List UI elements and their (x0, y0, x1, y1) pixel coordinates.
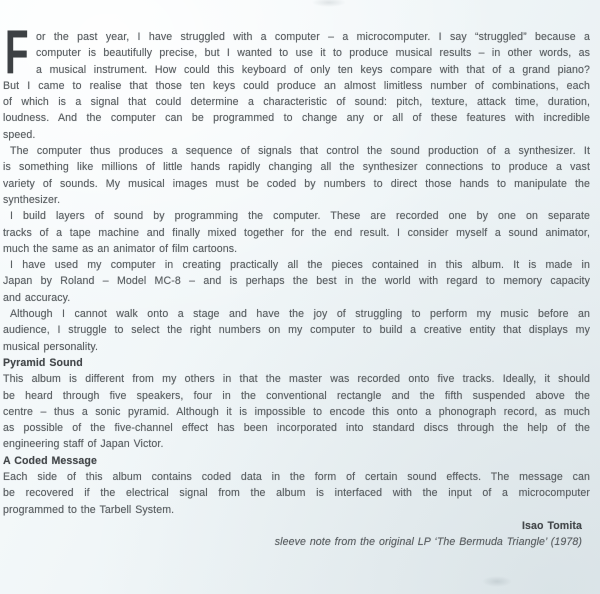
text-line: synthesizer. (3, 193, 61, 206)
text-line: much the same as an animator of film cartoons. (3, 242, 238, 255)
text-line: or the past year, I have struggled with a computer – a microcomputer. I say “struggled” because a (36, 31, 590, 43)
text-line: as possible of the five-channel effect has been incorporated into standard discs through the help of the (3, 422, 590, 435)
text-line: is something like millions of little hands rapidly changing all the synthesizer connections to produce a vast (3, 161, 590, 174)
text-line: a musical instrument. How could this keyboard of only ten keys compare with that of a grand piano? (36, 63, 590, 76)
text-line: and accuracy. (3, 291, 71, 304)
text-line: audience, I struggle to select the right numbers on my computer to build a creative entity that displays my (3, 324, 590, 337)
text-line: be heard through five speakers, four in the conventional rectangle and the fifth suspended above the (3, 389, 590, 402)
text-line: Each side of this album contains coded data in the form of certain sound effects. The message can (3, 471, 590, 484)
text-line: The computer thus produces a sequence of signals that control the sound production of a synthesizer. It (10, 145, 590, 158)
text-line: I build layers of sound by programming the computer. These are recorded one by one on separate (10, 210, 590, 223)
sleeve-note-text (3, 29, 590, 551)
author-name: Isao Tomita (522, 519, 582, 532)
scan-artifact (482, 576, 512, 587)
text-line: centre – thus a sonic pyramid. Although it is impossible to encode this onto a phonograph record, as much (3, 405, 590, 418)
credit-line: sleeve note from the original LP ‘The Bermuda Triangle’ (1978) (274, 536, 582, 549)
scan-artifact (312, 0, 346, 7)
text-line: of which is a signal that could determine a characteristic of sound: pitch, texture, attack time, duration, (3, 96, 590, 109)
text-line: Japan by Roland – Model MC-8 – and is perhaps the best in the world with regard to memory capacity (3, 275, 590, 288)
text-line: speed. (3, 128, 36, 141)
text-line: tracks of a tape machine and finally mixed together for the end result. I consider myself a sound animator, (3, 226, 590, 239)
section-heading-a-coded-message: A Coded Message (3, 454, 97, 467)
text-line: musical personality. (3, 340, 99, 353)
text-line: engineering staff of Japan Victor. (3, 438, 164, 451)
text-line: variety of sounds. My musical images must be coded by numbers to direct those hands to manipulate the (3, 177, 590, 190)
text-line: be recovered if the electrical signal from the album is interfaced with the input of a microcomputer (3, 487, 590, 500)
text-line: computer is beautifully precise, but I wanted to use it to produce musical results – in other words, as (36, 47, 590, 60)
text-line: I have used my computer in creating practically all the pieces contained in this album. It is made in (10, 259, 590, 272)
text-line: This album is different from my others in that the master was recorded onto five tracks. Ideally, it should (3, 373, 590, 386)
drop-cap: F (5, 18, 29, 87)
text-line: loudness. And the computer can be programmed to change any or all of these features with incredible (3, 112, 590, 125)
text-line: programmed to the Tarbell System. (3, 503, 175, 516)
section-heading-pyramid-sound: Pyramid Sound (3, 356, 83, 369)
text-line: But I came to realise that those ten keys could produce an almost limitless number of combinations, each (3, 79, 590, 92)
text-line: Although I cannot walk onto a stage and have the joy of struggling to perform my music before an (10, 308, 590, 321)
